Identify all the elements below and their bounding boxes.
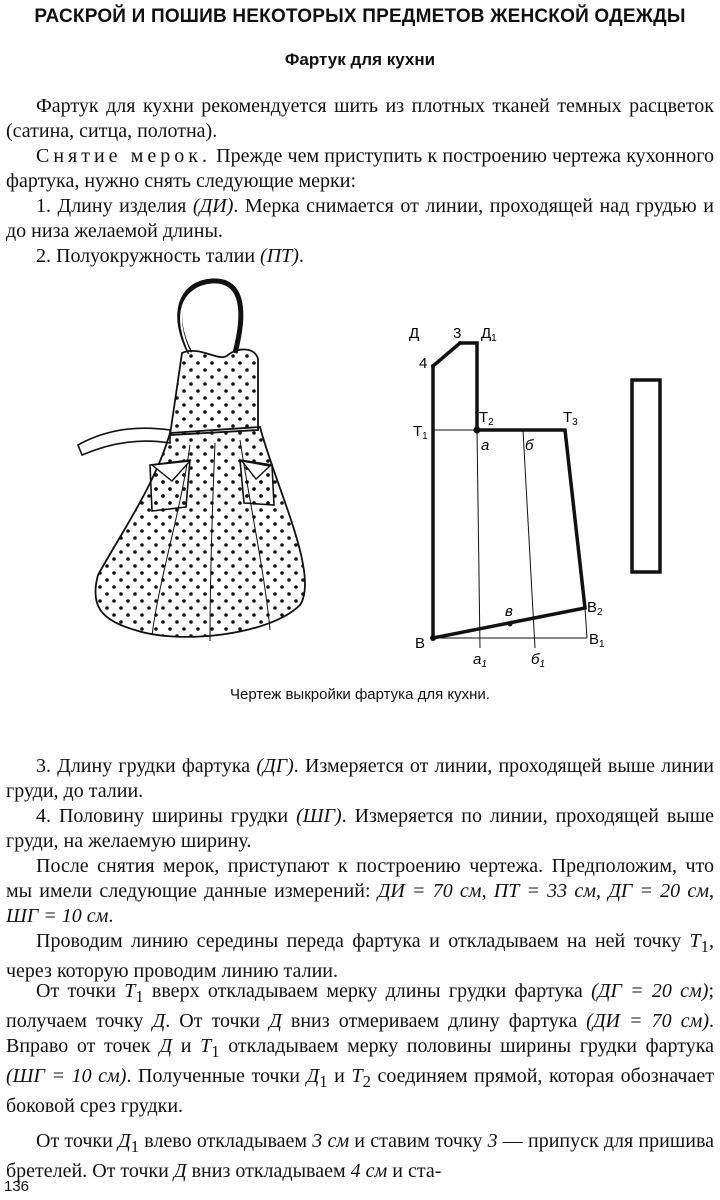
label-b: б [525, 437, 534, 454]
label-B2: $В_2$ [587, 599, 603, 618]
abbr-pt: (ПТ) [260, 245, 299, 267]
abbr-di: (ДИ) [192, 195, 234, 217]
item-4: 4. Половину ширины грудки (ШГ). Измеряется по линии, проходящей выше груди, на желаемую ширину. [6, 805, 715, 852]
running-title: РАСКРОЙ И ПОШИВ НЕКОТОРЫХ ПРЕДМЕТОВ ЖЕНСКОЙ ОДЕЖДЫ [34, 6, 686, 27]
label-4: 4 [419, 355, 428, 372]
label-v: в [505, 603, 513, 620]
label-T1: $Т_1$ [413, 423, 428, 442]
measures-paragraph [6, 144, 714, 194]
page-number: 136 [4, 1178, 30, 1195]
value-di: ДИ = 70 см [377, 880, 482, 902]
abbr-shg: (ШГ) [296, 805, 342, 827]
label-T3: $Т_3$ [563, 409, 578, 428]
pattern-draft [405, 318, 625, 678]
apron-illustration [40, 275, 320, 675]
center-line-paragraph: Проводим линию середины переда фартука и откладываем на ней точку $Т_1$, через которую проводим линию талии. [6, 930, 714, 982]
label-B1: $В_1$ [589, 631, 605, 650]
label-b1: $б_1$ [531, 651, 545, 670]
label-a: а [481, 437, 490, 454]
measures-heading: Снятие мерок. [36, 145, 211, 167]
item-2: 2. Полуокружность талии (ПТ). [36, 245, 304, 267]
item-3: 3. Длину грудки фартука (ДГ). Измеряется от линии, проходящей выше линии груди, до талии. [6, 755, 714, 802]
measurements-paragraph: После снятия мерок, приступают к построению чертежа. Предположим, что мы имели следующие данные измерений: ДИ = 70 см, ПТ = 33 см, ДГ = 20 см, ШГ = 10 см. [6, 855, 714, 927]
construction-paragraph: От точки $Т_1$ вверх откладываем мерку длины грудки фартука (ДГ = 20 см); получаем точку Д. От точки Д вниз отмериваем длину фартука (ДИ = 70 см). Вправо от точек Д и $Т_1$ откладываем мерку половины ширины грудки фартука (ШГ = 10 см). Полученные точки $Д_1$ и $Т_2$ соединяем прямой, которая обозначает боковой срез грудки. [6, 980, 715, 1117]
measures-text: Прежде чем приступить к построению чертежа кухонного фартука, нужно снять следующие мерки: [6, 145, 714, 192]
value-dg: ДГ = 20 см [608, 880, 709, 902]
label-D1: $Д_1$ [481, 325, 497, 344]
section-title: Фартук для кухни [284, 50, 436, 69]
value-pt: ПТ = 33 см [493, 880, 597, 902]
item-1: 1. Длину изделия (ДИ). Мерка снимается от линии, проходящей над грудью и до низа желаемой длины. [6, 195, 714, 242]
label-D: Д [409, 325, 420, 342]
label-a1: $а_1$ [473, 651, 487, 670]
value-shg: ШГ = 10 см [6, 905, 109, 927]
label-3: 3 [453, 325, 462, 342]
label-B: В [415, 635, 426, 652]
figure-caption: Чертеж выкройки фартука для кухни. [230, 686, 490, 703]
strap-piece [630, 378, 662, 574]
final-paragraph: От точки $Д_1$ влево откладываем 3 см и ставим точку 3 — припуск для пришива бретелей. От точки Д вниз откладываем 4 см и ста- [6, 1130, 714, 1182]
abbr-dg: (ДГ) [256, 755, 294, 777]
label-T2: $Т_2$ [479, 409, 494, 428]
intro-paragraph: Фартук для кухни рекомендуется шить из плотных тканей темных расцветок (сатина, ситца, полотна). [6, 95, 714, 142]
